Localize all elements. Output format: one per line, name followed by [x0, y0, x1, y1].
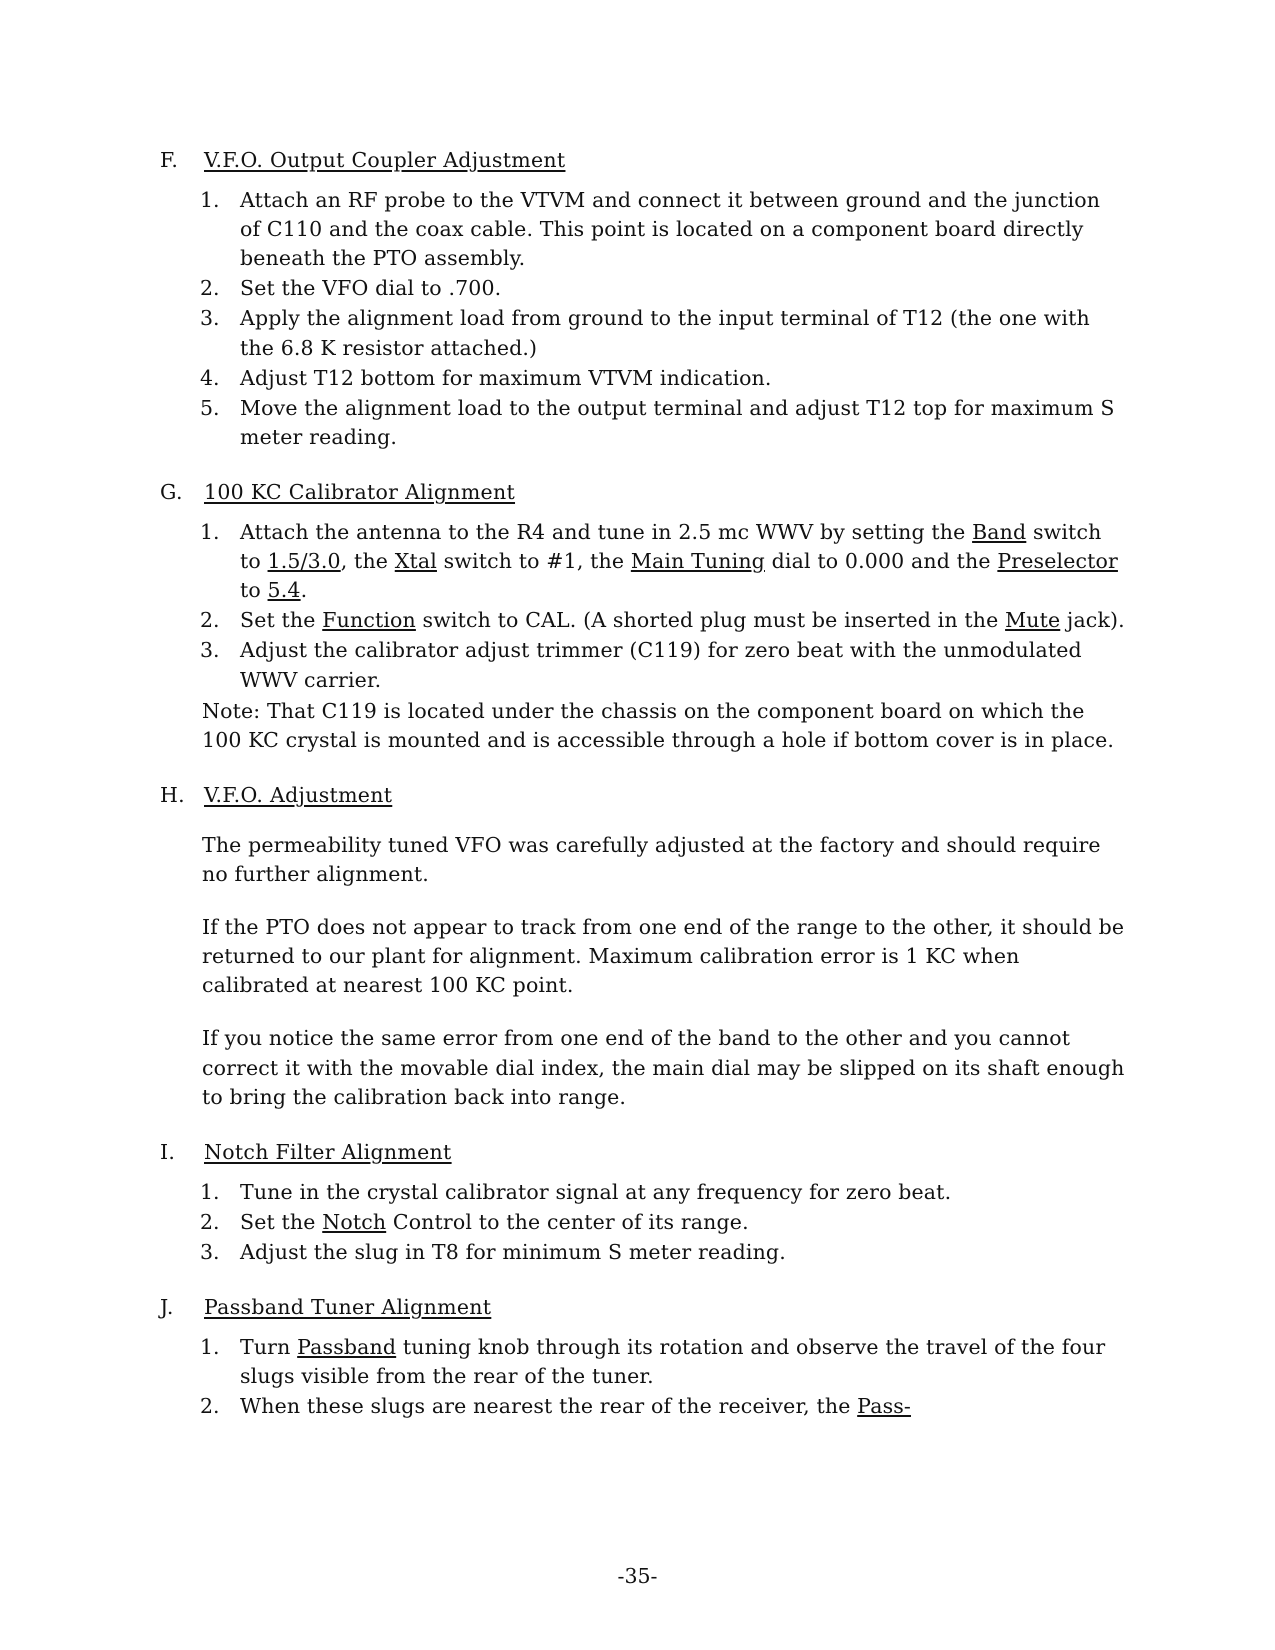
section-i-title: Notch Filter Alignment [204, 1139, 452, 1164]
section-i [150, 1140, 1125, 1267]
section-i-heading [150, 1140, 1125, 1164]
section-h-paragraph: The permeability tuned VFO was carefully adjusted at the factory and should require no further alignment. [202, 832, 1101, 886]
spacer [150, 821, 1125, 831]
list-item-number: 1. [200, 188, 220, 212]
list-item [150, 1238, 1125, 1267]
list-item-number: 2. [200, 1209, 220, 1234]
spacer [150, 903, 1125, 913]
spacer [150, 1014, 1125, 1024]
section-f-heading [150, 148, 1125, 172]
section-f-title: V.F.O. Output Coupler Adjustment [204, 148, 566, 172]
list-item [150, 186, 1125, 273]
section-i-letter: I. [160, 1139, 176, 1164]
section-j [150, 1295, 1125, 1421]
section-g-title: 100 KC Calibrator Alignment [204, 479, 516, 504]
page-number: -35- [617, 1564, 658, 1588]
list-item-text: Attach an RF probe to the VTVM and connect it between ground and the junction of C110 and the coax cable. This point is located on a component board directly beneath the PTO assembly. [240, 188, 1101, 271]
list-item [150, 518, 1125, 605]
list-item [150, 304, 1125, 362]
section-g-note: Note: That C119 is located under the chassis on the component board on which the 100 KC crystal is mounted and is accessible through a hole if bottom cover is in place. [202, 698, 1115, 752]
list-item-text: Turn Passband tuning knob through its rotation and observe the travel of the four slugs visible from the rear of the tuner. [240, 1335, 1106, 1389]
list-item-text: Move the alignment load to the output terminal and adjust T12 top for maximum S meter reading. [240, 395, 1115, 449]
list-item [150, 1392, 1125, 1421]
section-h-heading [150, 783, 1125, 807]
list-item [150, 1178, 1125, 1207]
list-item [150, 1208, 1125, 1237]
section-h [150, 783, 1125, 1112]
section-g-letter: G. [160, 479, 183, 504]
section-h-paragraph: If you notice the same error from one end of the band to the other and you cannot correct it with the movable dial index, the main dial may be slipped on its shaft enough to bring the calibration back into range. [202, 1026, 1125, 1109]
list-item [150, 274, 1125, 303]
section-g-heading [150, 480, 1125, 504]
section-h-title: V.F.O. Adjustment [204, 782, 393, 807]
list-item-text: Adjust the calibrator adjust trimmer (C119) for zero beat with the unmodulated WWV carrier. [240, 638, 1082, 692]
list-item-number: 2. [200, 1394, 220, 1419]
section-g [150, 480, 1125, 755]
section-j-heading [150, 1295, 1125, 1319]
list-item-number: 1. [200, 519, 220, 544]
section-j-letter: J. [160, 1295, 174, 1320]
list-item-number: 1. [200, 1179, 220, 1204]
list-item-text: Adjust T12 bottom for maximum VTVM indication. [240, 365, 772, 390]
list-item-text: Tune in the crystal calibrator signal at any frequency for zero beat. [240, 1179, 952, 1204]
list-item [150, 606, 1125, 635]
list-item-text: Adjust the slug in T8 for minimum S meter reading. [240, 1239, 786, 1264]
list-item-text: Set the Function switch to CAL. (A shorted plug must be inserted in the Mute jack). [240, 608, 1125, 633]
list-item-number: 2. [200, 276, 220, 301]
list-item-number: 3. [200, 306, 220, 331]
section-h-paragraph: If the PTO does not appear to track from one end of the range to the other, it should be returned to our plant for alignment. Maximum calibration error is 1 KC when calibrated at nearest 100 KC point. [202, 915, 1125, 998]
list-item-text: Set the VFO dial to .700. [240, 276, 502, 301]
list-item-number: 1. [200, 1335, 220, 1360]
section-j-title: Passband Tuner Alignment [204, 1295, 492, 1320]
list-item-number: 3. [200, 1239, 220, 1264]
section-f-letter: F. [160, 148, 179, 172]
list-item-text: When these slugs are nearest the rear of the receiver, the Pass- [240, 1394, 911, 1419]
list-item-number: 5. [200, 395, 220, 420]
list-item-text: Apply the alignment load from ground to the input terminal of T12 (the one with the 6.8 K resistor attached.) [240, 306, 1090, 360]
list-item [150, 636, 1125, 694]
list-item [150, 364, 1125, 393]
list-item-number: 4. [200, 365, 220, 390]
list-item-text: Attach the antenna to the R4 and tune in 2.5 mc WWV by setting the Band switch to 1.5/3.0, the Xtal switch to #1, the Main Tuning dial to 0.000 and the Preselector to 5.4. [240, 519, 1118, 603]
list-item-text: Set the Notch Control to the center of its range. [240, 1209, 749, 1234]
list-item-number: 2. [200, 608, 220, 633]
section-f [150, 148, 1125, 452]
list-item [150, 394, 1125, 452]
list-item [150, 1333, 1125, 1391]
list-item-number: 3. [200, 638, 220, 663]
section-h-letter: H. [160, 782, 185, 807]
